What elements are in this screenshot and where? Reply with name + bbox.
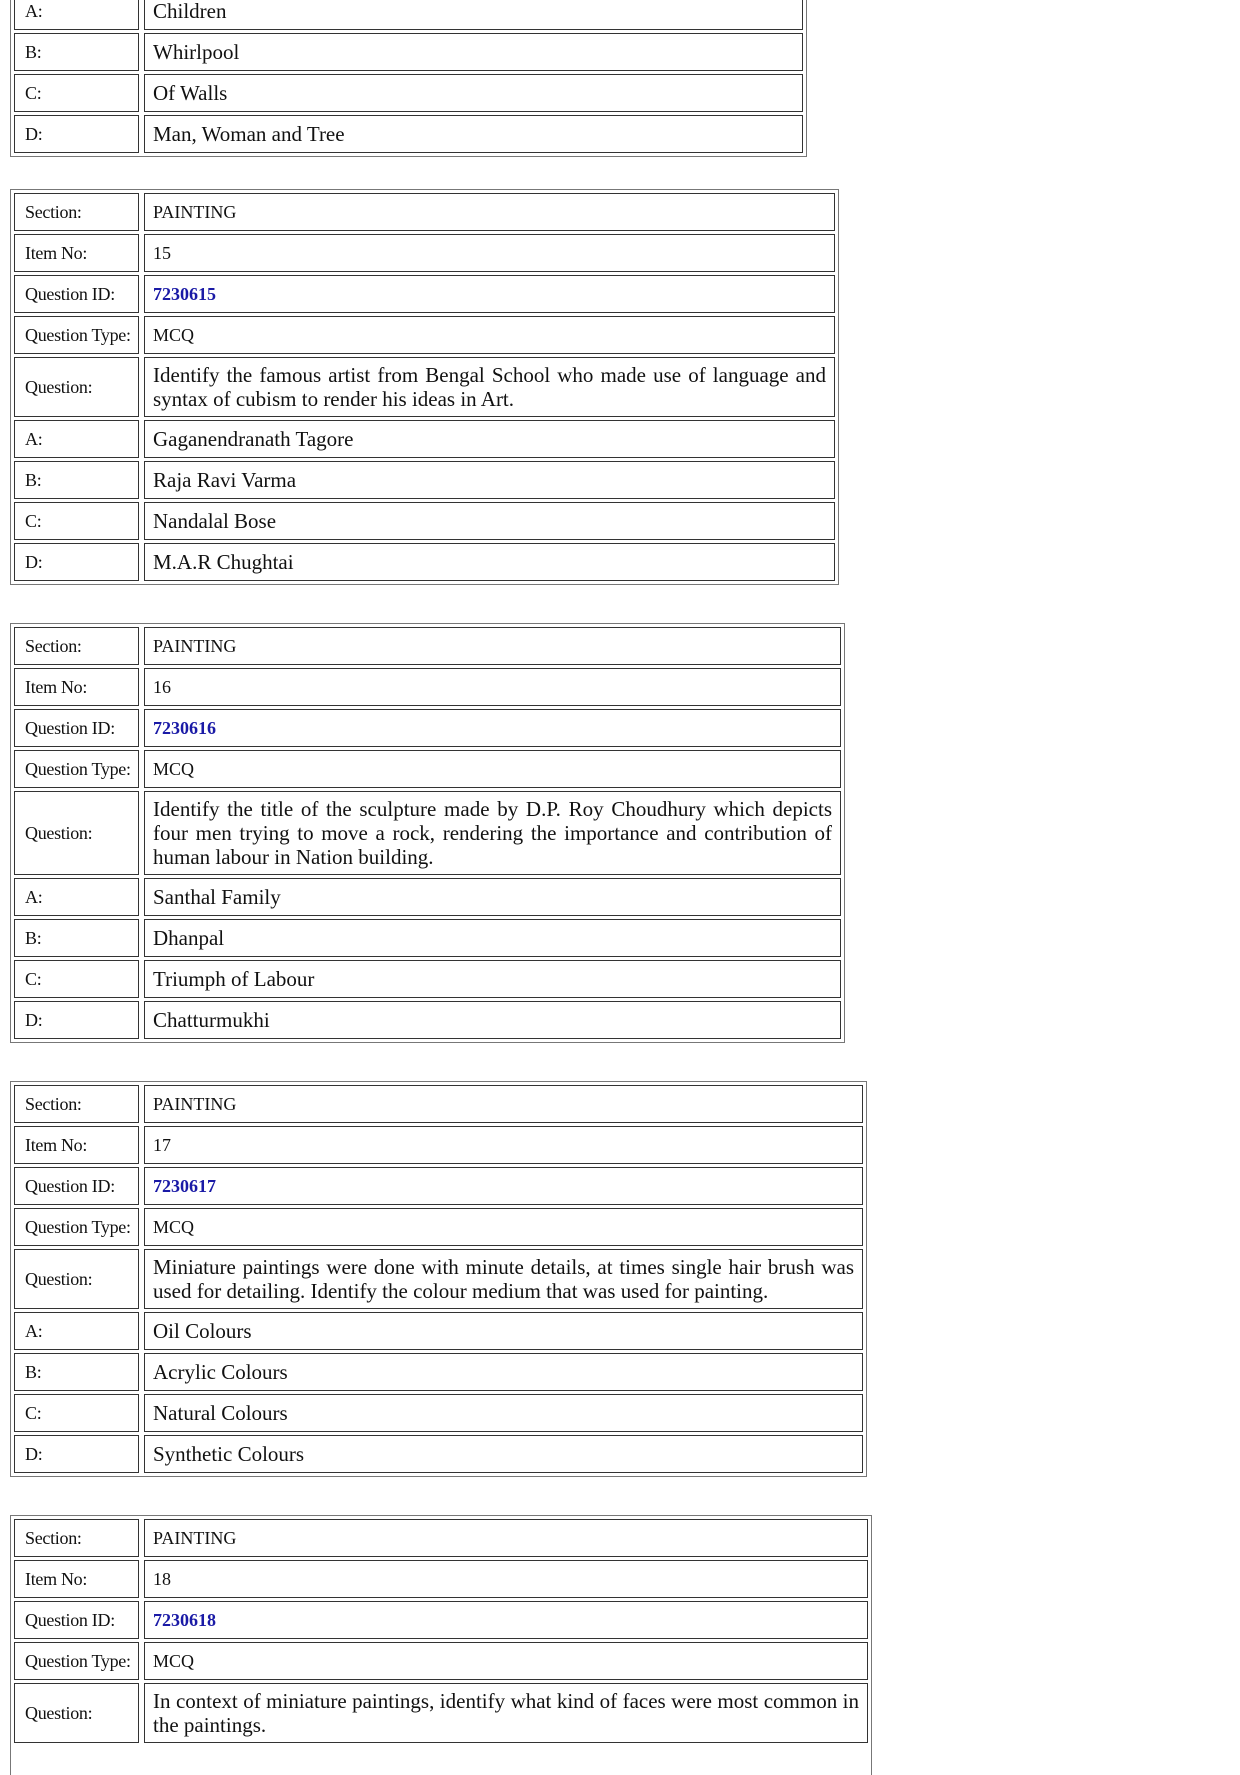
question-id-value: 7230616 [144,709,841,747]
item-no-label: Item No: [14,1560,139,1598]
option-row-b [14,33,803,71]
item-no-row [14,1560,868,1598]
option-label: B: [14,919,139,957]
item-no-label: Item No: [14,234,139,272]
option-row-a [14,0,803,30]
option-value: Natural Colours [144,1394,863,1432]
question-id-label: Question ID: [14,1167,139,1205]
option-row-d [14,1001,841,1039]
question-type-label: Question Type: [14,316,139,354]
option-row-a [14,878,841,916]
question-type-label: Question Type: [14,1208,139,1246]
item-no-value: 17 [144,1126,863,1164]
option-row-b [14,461,835,499]
option-row-d [14,543,835,581]
option-row-c [14,74,803,112]
section-value: PAINTING [144,1519,868,1557]
option-value: M.A.R Chughtai [144,543,835,581]
option-value: Whirlpool [144,33,803,71]
option-label: A: [14,420,139,458]
question-text: Identify the title of the sculpture made by D.P. Roy Choudhury which depicts four men trying to move a rock, rendering the importance and contribution of human labour in Nation building. [144,791,841,875]
option-label: D: [14,115,139,153]
option-label: C: [14,502,139,540]
option-label: A: [14,1312,139,1350]
option-label: C: [14,960,139,998]
section-row [14,627,841,665]
question-label: Question: [14,1249,139,1309]
option-row-d [14,1435,863,1473]
question-type-row [14,1642,868,1680]
item-no-label: Item No: [14,668,139,706]
option-label: C: [14,1394,139,1432]
question-type-row [14,1208,863,1246]
option-row-a [14,1312,863,1350]
question-id-row [14,709,841,747]
option-value: Oil Colours [144,1312,863,1350]
question-id-row [14,275,835,313]
item-no-row [14,234,835,272]
question-text: In context of miniature paintings, identify what kind of faces were most common in the paintings. [144,1683,868,1743]
option-row-a [14,420,835,458]
section-label: Section: [14,1519,139,1557]
question-id-label: Question ID: [14,1601,139,1639]
section-row [14,1085,863,1123]
question-type-label: Question Type: [14,1642,139,1680]
option-row-c [14,1394,863,1432]
option-row-b [14,919,841,957]
option-value: Triumph of Labour [144,960,841,998]
question-id-label: Question ID: [14,709,139,747]
option-value: Raja Ravi Varma [144,461,835,499]
question-row [14,1249,863,1309]
option-value: Children [144,0,803,30]
question-id-value: 7230615 [144,275,835,313]
option-label: A: [14,0,139,30]
item-no-label: Item No: [14,1126,139,1164]
question-type-value: MCQ [144,316,835,354]
option-value: Dhanpal [144,919,841,957]
question-block [10,623,845,1043]
option-value: Acrylic Colours [144,1353,863,1391]
option-row-b [14,1353,863,1391]
section-row [14,193,835,231]
section-label: Section: [14,1085,139,1123]
option-row-c [14,502,835,540]
question-type-value: MCQ [144,750,841,788]
question-type-row [14,750,841,788]
option-value: Chatturmukhi [144,1001,841,1039]
question-label: Question: [14,791,139,875]
question-block [10,189,839,585]
option-value: Nandalal Bose [144,502,835,540]
item-no-value: 15 [144,234,835,272]
section-label: Section: [14,627,139,665]
question-label: Question: [14,357,139,417]
question-row [14,357,835,417]
question-type-value: MCQ [144,1642,868,1680]
section-value: PAINTING [144,627,841,665]
option-value: Gaganendranath Tagore [144,420,835,458]
question-block [10,1081,867,1477]
section-label: Section: [14,193,139,231]
option-label: D: [14,543,139,581]
option-value: Santhal Family [144,878,841,916]
question-block [10,1515,872,1775]
question-id-value: 7230617 [144,1167,863,1205]
item-no-row [14,1126,863,1164]
question-id-row [14,1601,868,1639]
question-row [14,1683,868,1743]
item-no-value: 18 [144,1560,868,1598]
question-type-label: Question Type: [14,750,139,788]
question-id-label: Question ID: [14,275,139,313]
section-value: PAINTING [144,193,835,231]
option-label: C: [14,74,139,112]
option-value: Man, Woman and Tree [144,115,803,153]
section-row [14,1519,868,1557]
option-label: B: [14,461,139,499]
item-no-row [14,668,841,706]
option-label: D: [14,1435,139,1473]
option-label: D: [14,1001,139,1039]
question-id-value: 7230618 [144,1601,868,1639]
question-text: Miniature paintings were done with minute details, at times single hair brush was used for detailing. Identify the colour medium that was used for painting. [144,1249,863,1309]
option-row-d [14,115,803,153]
question-type-row [14,316,835,354]
question-row [14,791,841,875]
option-label: A: [14,878,139,916]
option-value: Synthetic Colours [144,1435,863,1473]
question-label: Question: [14,1683,139,1743]
question-type-value: MCQ [144,1208,863,1246]
question-block-partial [10,0,807,157]
question-id-row [14,1167,863,1205]
option-label: B: [14,33,139,71]
question-text: Identify the famous artist from Bengal School who made use of language and syntax of cubism to render his ideas in Art. [144,357,835,417]
item-no-value: 16 [144,668,841,706]
section-value: PAINTING [144,1085,863,1123]
option-label: B: [14,1353,139,1391]
option-value: Of Walls [144,74,803,112]
option-row-c [14,960,841,998]
